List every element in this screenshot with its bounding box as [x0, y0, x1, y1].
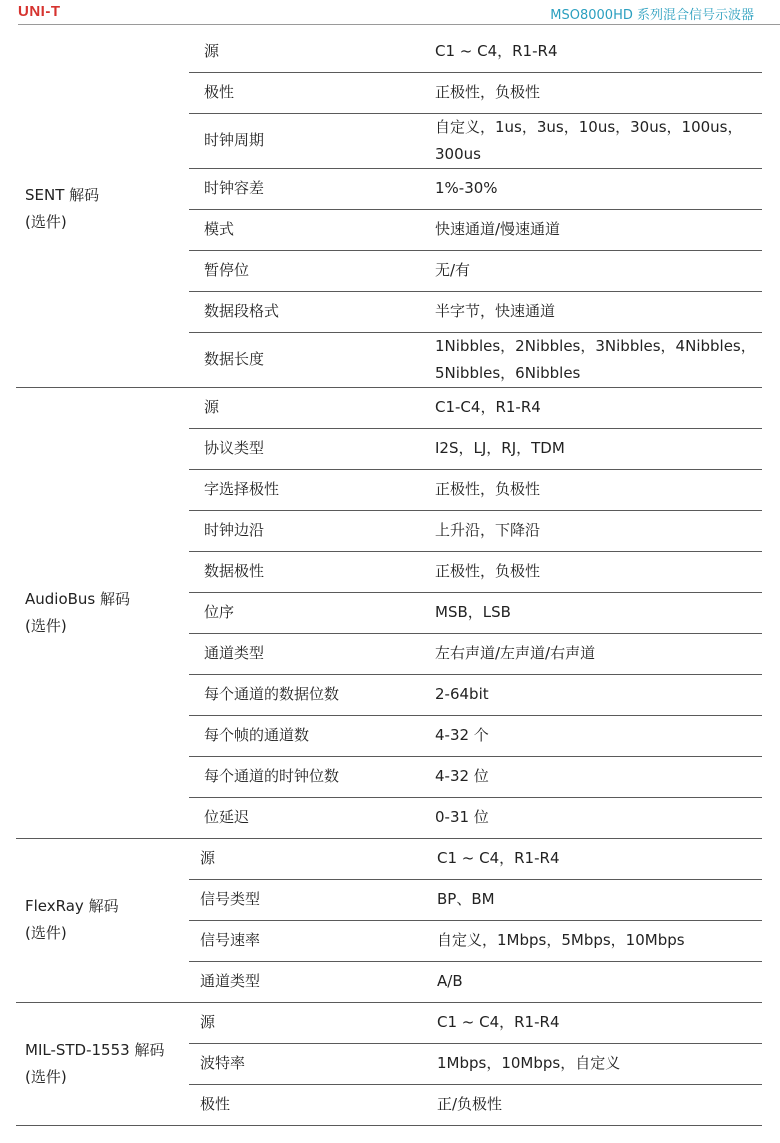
param-name: 位序: [189, 592, 435, 633]
group-name: MIL-STD-1553 解码: [25, 1040, 165, 1059]
spec-table-body: [16, 31, 762, 1125]
param-name: 位延迟: [189, 797, 435, 838]
param-name: 字选择极性: [189, 469, 435, 510]
document-title: MSO8000HD 系列混合信号示波器: [550, 8, 754, 23]
param-name: 数据长度: [189, 332, 435, 387]
param-value: 1Mbps，10Mbps，自定义: [435, 1043, 762, 1084]
param-name: 模式: [189, 209, 435, 250]
param-name: 通道类型: [189, 633, 435, 674]
param-value: 左右声道/左声道/右声道: [435, 633, 762, 674]
spec-table: [16, 31, 762, 1126]
group-cell: [16, 838, 189, 1002]
param-value: 正/负极性: [435, 1084, 762, 1125]
param-value: MSB，LSB: [435, 592, 762, 633]
param-value: 快速通道/慢速通道: [435, 209, 762, 250]
param-value: A/B: [435, 961, 762, 1002]
param-value: C1-C4，R1-R4: [435, 387, 762, 428]
param-value: 4-32 位: [435, 756, 762, 797]
table-row: [16, 1002, 762, 1043]
param-name: 每个通道的数据位数: [189, 674, 435, 715]
param-value: 上升沿，下降沿: [435, 510, 762, 551]
param-value: 自定义，1us，3us，10us，30us，100us，300us: [435, 113, 762, 168]
brand-logo: UNI-T: [18, 3, 61, 20]
param-name: 源: [189, 387, 435, 428]
param-name: 每个帧的通道数: [189, 715, 435, 756]
param-value: C1 ~ C4，R1-R4: [435, 31, 762, 72]
param-name: 源: [189, 31, 435, 72]
group-name: FlexRay 解码: [25, 897, 119, 915]
param-value: 正极性，负极性: [435, 72, 762, 113]
param-name: 源: [189, 1002, 435, 1043]
param-name: 协议类型: [189, 428, 435, 469]
param-value: 半字节，快速通道: [435, 291, 762, 332]
param-name: 暂停位: [189, 250, 435, 291]
param-name: 极性: [189, 72, 435, 113]
param-name: 时钟容差: [189, 168, 435, 209]
param-name: 时钟边沿: [189, 510, 435, 551]
param-name: 极性: [189, 1084, 435, 1125]
group-cell: [16, 387, 189, 838]
param-value: 2-64bit: [435, 674, 762, 715]
group-name: AudioBus 解码: [25, 589, 131, 608]
page-header: [0, 0, 780, 26]
group-option-note: (选件): [25, 616, 67, 635]
param-value: 1%-30%: [435, 168, 762, 209]
param-value: C1 ~ C4，R1-R4: [435, 1002, 762, 1043]
group-option-note: (选件): [25, 924, 67, 942]
group-cell: [16, 31, 189, 387]
param-value: 正极性，负极性: [435, 469, 762, 510]
param-value: BP、BM: [435, 879, 762, 920]
param-name: 数据极性: [189, 551, 435, 592]
header-divider: [18, 24, 780, 25]
group-option-note: (选件): [25, 1067, 67, 1086]
group-option-note: (选件): [25, 212, 67, 231]
param-value: I2S，LJ，RJ，TDM: [435, 428, 762, 469]
table-row: [16, 31, 762, 72]
param-value: 无/有: [435, 250, 762, 291]
param-value: 0-31 位: [435, 797, 762, 838]
param-value: 1Nibbles，2Nibbles，3Nibbles，4Nibbles，5Nibbles，6Nibbles: [435, 332, 762, 387]
param-name: 每个通道的时钟位数: [189, 756, 435, 797]
param-name: 波特率: [189, 1043, 435, 1084]
group-name: SENT 解码: [25, 185, 100, 204]
param-name: 信号速率: [189, 920, 435, 961]
param-name: 时钟周期: [189, 113, 435, 168]
param-value: 4-32 个: [435, 715, 762, 756]
param-value: 正极性，负极性: [435, 551, 762, 592]
param-name: 数据段格式: [189, 291, 435, 332]
group-cell: [16, 1002, 189, 1125]
param-value: 自定义，1Mbps，5Mbps，10Mbps: [435, 920, 762, 961]
param-name: 源: [189, 838, 435, 879]
table-row: [16, 838, 762, 879]
param-value: C1 ~ C4，R1-R4: [435, 838, 762, 879]
param-name: 通道类型: [189, 961, 435, 1002]
table-row: [16, 387, 762, 428]
param-name: 信号类型: [189, 879, 435, 920]
